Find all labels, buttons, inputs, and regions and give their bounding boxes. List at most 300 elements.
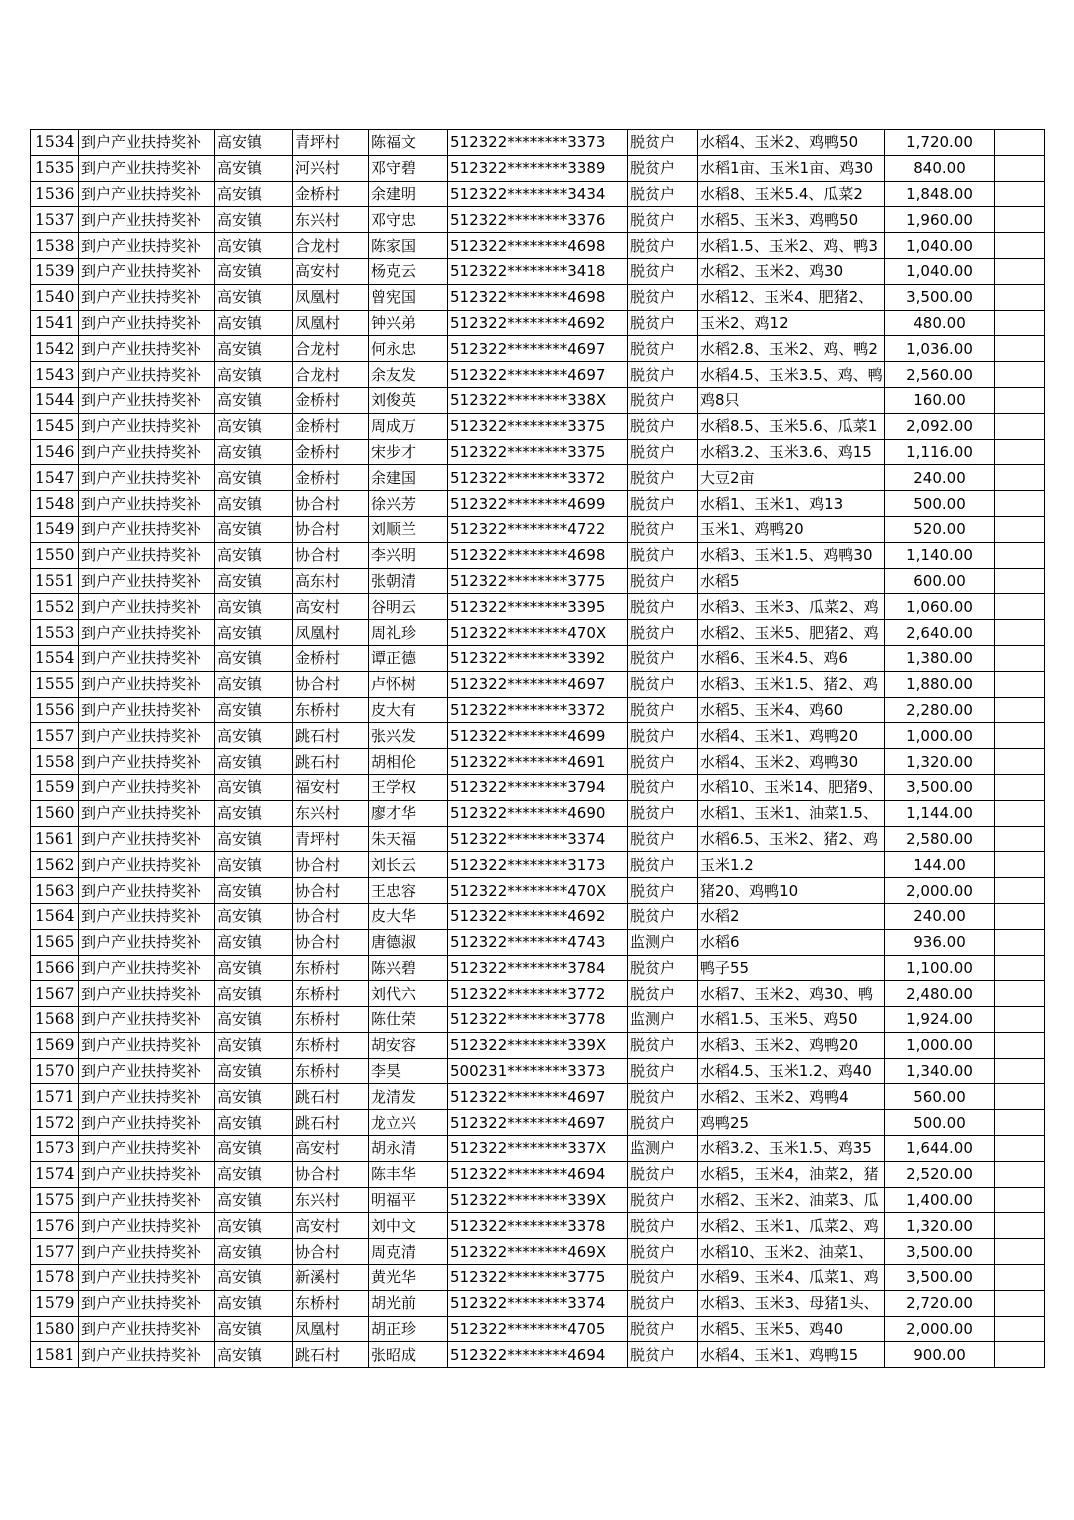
row-index-cell: 1534 <box>31 130 79 156</box>
row-index-cell: 1558 <box>31 749 79 775</box>
id-number-cell: 512322********3772 <box>448 981 628 1007</box>
industry-detail-cell: 玉米1、鸡鸭20 <box>698 516 885 542</box>
household-type-cell: 脱贫户 <box>628 1239 698 1265</box>
village-cell: 东桥村 <box>293 955 369 981</box>
town-cell: 高安镇 <box>215 413 293 439</box>
village-cell: 金桥村 <box>293 645 369 671</box>
row-index-cell: 1551 <box>31 568 79 594</box>
industry-detail-cell: 水稻3、玉米3、母猪1头、 <box>698 1290 885 1316</box>
village-cell: 合龙村 <box>293 336 369 362</box>
industry-detail-cell: 水稻1.5、玉米2、鸡、鸭3 <box>698 233 885 259</box>
person-name-cell: 余建国 <box>369 465 448 491</box>
town-cell: 高安镇 <box>215 1187 293 1213</box>
village-cell: 协合村 <box>293 1161 369 1187</box>
household-type-cell: 脱贫户 <box>628 903 698 929</box>
industry-detail-cell: 水稻8、玉米5.4、瓜菜2 <box>698 181 885 207</box>
household-type-cell: 脱贫户 <box>628 620 698 646</box>
village-cell: 凤凰村 <box>293 284 369 310</box>
table-row <box>31 491 1045 517</box>
village-cell: 协合村 <box>293 671 369 697</box>
amount-cell: 2,640.00 <box>885 620 995 646</box>
id-number-cell: 512322********4692 <box>448 310 628 336</box>
project-name-cell: 到户产业扶持奖补 <box>79 1110 215 1136</box>
industry-detail-cell: 猪20、鸡鸭10 <box>698 878 885 904</box>
person-name-cell: 陈兴碧 <box>369 955 448 981</box>
household-type-cell: 监测户 <box>628 1136 698 1162</box>
town-cell: 高安镇 <box>215 568 293 594</box>
table-row <box>31 568 1045 594</box>
household-type-cell: 脱贫户 <box>628 1187 698 1213</box>
village-cell: 金桥村 <box>293 439 369 465</box>
industry-detail-cell: 水稻2、玉米1、瓜菜2、鸡 <box>698 1213 885 1239</box>
industry-detail-cell: 水稻3、玉米3、瓜菜2、鸡 <box>698 594 885 620</box>
household-type-cell: 脱贫户 <box>628 955 698 981</box>
table-row <box>31 1110 1045 1136</box>
blank-cell <box>995 155 1045 181</box>
amount-cell: 1,340.00 <box>885 1058 995 1084</box>
person-name-cell: 刘俊英 <box>369 387 448 413</box>
amount-cell: 1,644.00 <box>885 1136 995 1162</box>
table-row <box>31 130 1045 156</box>
town-cell: 高安镇 <box>215 1213 293 1239</box>
row-index-cell: 1539 <box>31 258 79 284</box>
table-row <box>31 1161 1045 1187</box>
village-cell: 高东村 <box>293 568 369 594</box>
project-name-cell: 到户产业扶持奖补 <box>79 1265 215 1291</box>
person-name-cell: 陈仕荣 <box>369 1007 448 1033</box>
project-name-cell: 到户产业扶持奖补 <box>79 155 215 181</box>
amount-cell: 3,500.00 <box>885 1265 995 1291</box>
id-number-cell: 512322********4697 <box>448 336 628 362</box>
blank-cell <box>995 284 1045 310</box>
amount-cell: 2,280.00 <box>885 697 995 723</box>
town-cell: 高安镇 <box>215 1290 293 1316</box>
household-type-cell: 脱贫户 <box>628 362 698 388</box>
row-index-cell: 1541 <box>31 310 79 336</box>
household-type-cell: 脱贫户 <box>628 310 698 336</box>
project-name-cell: 到户产业扶持奖补 <box>79 336 215 362</box>
id-number-cell: 512322********469X <box>448 1239 628 1265</box>
person-name-cell: 徐兴芳 <box>369 491 448 517</box>
table-body <box>31 130 1045 1368</box>
household-type-cell: 脱贫户 <box>628 774 698 800</box>
person-name-cell: 陈福文 <box>369 130 448 156</box>
row-index-cell: 1568 <box>31 1007 79 1033</box>
person-name-cell: 唐德淑 <box>369 929 448 955</box>
project-name-cell: 到户产业扶持奖补 <box>79 1058 215 1084</box>
blank-cell <box>995 903 1045 929</box>
id-number-cell: 512322********337X <box>448 1136 628 1162</box>
table-row <box>31 181 1045 207</box>
project-name-cell: 到户产业扶持奖补 <box>79 1342 215 1368</box>
row-index-cell: 1581 <box>31 1342 79 1368</box>
amount-cell: 1,880.00 <box>885 671 995 697</box>
person-name-cell: 黄光华 <box>369 1265 448 1291</box>
industry-detail-cell: 水稻12、玉米4、肥猪2、 <box>698 284 885 310</box>
person-name-cell: 明福平 <box>369 1187 448 1213</box>
id-number-cell: 512322********3389 <box>448 155 628 181</box>
industry-detail-cell: 水稻3.2、玉米1.5、鸡35 <box>698 1136 885 1162</box>
blank-cell <box>995 1187 1045 1213</box>
industry-detail-cell: 鸭子55 <box>698 955 885 981</box>
blank-cell <box>995 1342 1045 1368</box>
table-row <box>31 955 1045 981</box>
project-name-cell: 到户产业扶持奖补 <box>79 258 215 284</box>
id-number-cell: 512322********3374 <box>448 826 628 852</box>
town-cell: 高安镇 <box>215 387 293 413</box>
household-type-cell: 脱贫户 <box>628 1290 698 1316</box>
town-cell: 高安镇 <box>215 1342 293 1368</box>
id-number-cell: 512322********338X <box>448 387 628 413</box>
village-cell: 凤凰村 <box>293 1316 369 1342</box>
row-index-cell: 1554 <box>31 645 79 671</box>
id-number-cell: 512322********3376 <box>448 207 628 233</box>
table-row <box>31 800 1045 826</box>
industry-detail-cell: 水稻1亩、玉米1亩、鸡30 <box>698 155 885 181</box>
village-cell: 协合村 <box>293 1239 369 1265</box>
village-cell: 东兴村 <box>293 207 369 233</box>
table-row <box>31 878 1045 904</box>
village-cell: 金桥村 <box>293 181 369 207</box>
village-cell: 金桥村 <box>293 413 369 439</box>
amount-cell: 240.00 <box>885 465 995 491</box>
amount-cell: 160.00 <box>885 387 995 413</box>
household-type-cell: 脱贫户 <box>628 568 698 594</box>
project-name-cell: 到户产业扶持奖补 <box>79 130 215 156</box>
id-number-cell: 512322********3378 <box>448 1213 628 1239</box>
table-row <box>31 1213 1045 1239</box>
person-name-cell: 胡相伦 <box>369 749 448 775</box>
person-name-cell: 皮大有 <box>369 697 448 723</box>
person-name-cell: 邓守忠 <box>369 207 448 233</box>
town-cell: 高安镇 <box>215 723 293 749</box>
person-name-cell: 曾宪国 <box>369 284 448 310</box>
row-index-cell: 1579 <box>31 1290 79 1316</box>
project-name-cell: 到户产业扶持奖补 <box>79 645 215 671</box>
household-type-cell: 脱贫户 <box>628 594 698 620</box>
town-cell: 高安镇 <box>215 981 293 1007</box>
town-cell: 高安镇 <box>215 1058 293 1084</box>
village-cell: 高安村 <box>293 258 369 284</box>
amount-cell: 1,060.00 <box>885 594 995 620</box>
blank-cell <box>995 1265 1045 1291</box>
table-row <box>31 1136 1045 1162</box>
project-name-cell: 到户产业扶持奖补 <box>79 1316 215 1342</box>
table-row <box>31 1058 1045 1084</box>
table-row <box>31 620 1045 646</box>
industry-detail-cell: 水稻10、玉米14、肥猪9、 <box>698 774 885 800</box>
project-name-cell: 到户产业扶持奖补 <box>79 568 215 594</box>
household-type-cell: 脱贫户 <box>628 826 698 852</box>
project-name-cell: 到户产业扶持奖补 <box>79 1239 215 1265</box>
project-name-cell: 到户产业扶持奖补 <box>79 800 215 826</box>
project-name-cell: 到户产业扶持奖补 <box>79 1213 215 1239</box>
table-row <box>31 258 1045 284</box>
household-type-cell: 脱贫户 <box>628 516 698 542</box>
household-type-cell: 脱贫户 <box>628 800 698 826</box>
village-cell: 凤凰村 <box>293 310 369 336</box>
table-row <box>31 284 1045 310</box>
amount-cell: 2,720.00 <box>885 1290 995 1316</box>
amount-cell: 1,924.00 <box>885 1007 995 1033</box>
person-name-cell: 钟兴弟 <box>369 310 448 336</box>
village-cell: 新溪村 <box>293 1265 369 1291</box>
table-row <box>31 852 1045 878</box>
person-name-cell: 李兴明 <box>369 542 448 568</box>
person-name-cell: 胡永清 <box>369 1136 448 1162</box>
project-name-cell: 到户产业扶持奖补 <box>79 491 215 517</box>
person-name-cell: 皮大华 <box>369 903 448 929</box>
subsidy-table <box>30 129 1045 1368</box>
village-cell: 高安村 <box>293 1136 369 1162</box>
amount-cell: 2,000.00 <box>885 1316 995 1342</box>
blank-cell <box>995 723 1045 749</box>
household-type-cell: 脱贫户 <box>628 181 698 207</box>
project-name-cell: 到户产业扶持奖补 <box>79 439 215 465</box>
amount-cell: 1,380.00 <box>885 645 995 671</box>
town-cell: 高安镇 <box>215 336 293 362</box>
id-number-cell: 500231********3373 <box>448 1058 628 1084</box>
id-number-cell: 512322********3778 <box>448 1007 628 1033</box>
household-type-cell: 脱贫户 <box>628 284 698 310</box>
blank-cell <box>995 362 1045 388</box>
amount-cell: 1,140.00 <box>885 542 995 568</box>
industry-detail-cell: 水稻4、玉米2、鸡鸭30 <box>698 749 885 775</box>
project-name-cell: 到户产业扶持奖补 <box>79 1084 215 1110</box>
row-index-cell: 1537 <box>31 207 79 233</box>
table-row <box>31 981 1045 1007</box>
table-row <box>31 671 1045 697</box>
industry-detail-cell: 水稻2、玉米2、鸡鸭4 <box>698 1084 885 1110</box>
household-type-cell: 脱贫户 <box>628 1084 698 1110</box>
industry-detail-cell: 水稻8.5、玉米5.6、瓜菜1 <box>698 413 885 439</box>
table-row <box>31 465 1045 491</box>
table-row <box>31 749 1045 775</box>
person-name-cell: 刘代六 <box>369 981 448 1007</box>
village-cell: 协合村 <box>293 516 369 542</box>
id-number-cell: 512322********4694 <box>448 1342 628 1368</box>
project-name-cell: 到户产业扶持奖补 <box>79 981 215 1007</box>
blank-cell <box>995 413 1045 439</box>
amount-cell: 840.00 <box>885 155 995 181</box>
project-name-cell: 到户产业扶持奖补 <box>79 749 215 775</box>
amount-cell: 1,000.00 <box>885 723 995 749</box>
id-number-cell: 512322********4699 <box>448 491 628 517</box>
id-number-cell: 512322********4692 <box>448 903 628 929</box>
row-index-cell: 1580 <box>31 1316 79 1342</box>
table-row <box>31 233 1045 259</box>
town-cell: 高安镇 <box>215 284 293 310</box>
village-cell: 东兴村 <box>293 1187 369 1213</box>
village-cell: 跳石村 <box>293 749 369 775</box>
blank-cell <box>995 981 1045 1007</box>
project-name-cell: 到户产业扶持奖补 <box>79 1161 215 1187</box>
amount-cell: 560.00 <box>885 1084 995 1110</box>
industry-detail-cell: 水稻3、玉米1.5、猪2、鸡 <box>698 671 885 697</box>
project-name-cell: 到户产业扶持奖补 <box>79 852 215 878</box>
town-cell: 高安镇 <box>215 233 293 259</box>
blank-cell <box>995 620 1045 646</box>
id-number-cell: 512322********3372 <box>448 697 628 723</box>
person-name-cell: 张朝清 <box>369 568 448 594</box>
row-index-cell: 1574 <box>31 1161 79 1187</box>
household-type-cell: 脱贫户 <box>628 1342 698 1368</box>
id-number-cell: 512322********4699 <box>448 723 628 749</box>
amount-cell: 2,000.00 <box>885 878 995 904</box>
person-name-cell: 卢怀树 <box>369 671 448 697</box>
blank-cell <box>995 1058 1045 1084</box>
project-name-cell: 到户产业扶持奖补 <box>79 1136 215 1162</box>
village-cell: 协合村 <box>293 878 369 904</box>
row-index-cell: 1545 <box>31 413 79 439</box>
person-name-cell: 王学权 <box>369 774 448 800</box>
town-cell: 高安镇 <box>215 697 293 723</box>
town-cell: 高安镇 <box>215 1136 293 1162</box>
person-name-cell: 胡光前 <box>369 1290 448 1316</box>
household-type-cell: 脱贫户 <box>628 1265 698 1291</box>
village-cell: 跳石村 <box>293 723 369 749</box>
id-number-cell: 512322********3374 <box>448 1290 628 1316</box>
village-cell: 协合村 <box>293 542 369 568</box>
industry-detail-cell: 水稻1.5、玉米5、鸡50 <box>698 1007 885 1033</box>
row-index-cell: 1563 <box>31 878 79 904</box>
table-row <box>31 362 1045 388</box>
amount-cell: 1,040.00 <box>885 233 995 259</box>
amount-cell: 500.00 <box>885 491 995 517</box>
table-row <box>31 594 1045 620</box>
blank-cell <box>995 1110 1045 1136</box>
blank-cell <box>995 1213 1045 1239</box>
person-name-cell: 廖才华 <box>369 800 448 826</box>
industry-detail-cell: 水稻1、玉米1、油菜1.5、 <box>698 800 885 826</box>
blank-cell <box>995 1316 1045 1342</box>
household-type-cell: 脱贫户 <box>628 465 698 491</box>
table-row <box>31 439 1045 465</box>
amount-cell: 936.00 <box>885 929 995 955</box>
industry-detail-cell: 水稻2.8、玉米2、鸡、鸭2 <box>698 336 885 362</box>
row-index-cell: 1555 <box>31 671 79 697</box>
row-index-cell: 1566 <box>31 955 79 981</box>
row-index-cell: 1565 <box>31 929 79 955</box>
industry-detail-cell: 水稻3、玉米2、鸡鸭20 <box>698 1032 885 1058</box>
amount-cell: 1,116.00 <box>885 439 995 465</box>
household-type-cell: 脱贫户 <box>628 1058 698 1084</box>
row-index-cell: 1548 <box>31 491 79 517</box>
industry-detail-cell: 鸡鸭25 <box>698 1110 885 1136</box>
id-number-cell: 512322********4698 <box>448 284 628 310</box>
industry-detail-cell: 水稻6、玉米4.5、鸡6 <box>698 645 885 671</box>
amount-cell: 3,500.00 <box>885 1239 995 1265</box>
id-number-cell: 512322********3173 <box>448 852 628 878</box>
row-index-cell: 1573 <box>31 1136 79 1162</box>
blank-cell <box>995 310 1045 336</box>
village-cell: 协合村 <box>293 852 369 878</box>
town-cell: 高安镇 <box>215 800 293 826</box>
household-type-cell: 脱贫户 <box>628 387 698 413</box>
row-index-cell: 1549 <box>31 516 79 542</box>
village-cell: 合龙村 <box>293 362 369 388</box>
amount-cell: 1,320.00 <box>885 749 995 775</box>
person-name-cell: 宋步才 <box>369 439 448 465</box>
amount-cell: 520.00 <box>885 516 995 542</box>
row-index-cell: 1577 <box>31 1239 79 1265</box>
industry-detail-cell: 水稻3.2、玉米3.6、鸡15 <box>698 439 885 465</box>
amount-cell: 1,000.00 <box>885 1032 995 1058</box>
village-cell: 东桥村 <box>293 697 369 723</box>
town-cell: 高安镇 <box>215 1032 293 1058</box>
amount-cell: 500.00 <box>885 1110 995 1136</box>
amount-cell: 1,848.00 <box>885 181 995 207</box>
town-cell: 高安镇 <box>215 671 293 697</box>
row-index-cell: 1564 <box>31 903 79 929</box>
row-index-cell: 1542 <box>31 336 79 362</box>
project-name-cell: 到户产业扶持奖补 <box>79 413 215 439</box>
blank-cell <box>995 1239 1045 1265</box>
project-name-cell: 到户产业扶持奖补 <box>79 594 215 620</box>
id-number-cell: 512322********3395 <box>448 594 628 620</box>
row-index-cell: 1567 <box>31 981 79 1007</box>
person-name-cell: 刘顺兰 <box>369 516 448 542</box>
person-name-cell: 龙立兴 <box>369 1110 448 1136</box>
project-name-cell: 到户产业扶持奖补 <box>79 697 215 723</box>
industry-detail-cell: 水稻6.5、玉米2、猪2、鸡 <box>698 826 885 852</box>
row-index-cell: 1547 <box>31 465 79 491</box>
village-cell: 金桥村 <box>293 387 369 413</box>
household-type-cell: 脱贫户 <box>628 439 698 465</box>
industry-detail-cell: 水稻5、玉米4、鸡60 <box>698 697 885 723</box>
industry-detail-cell: 水稻5、玉米3、鸡鸭50 <box>698 207 885 233</box>
town-cell: 高安镇 <box>215 1084 293 1110</box>
id-number-cell: 512322********4697 <box>448 362 628 388</box>
village-cell: 河兴村 <box>293 155 369 181</box>
village-cell: 跳石村 <box>293 1110 369 1136</box>
household-type-cell: 脱贫户 <box>628 749 698 775</box>
table-row <box>31 1187 1045 1213</box>
person-name-cell: 邓守碧 <box>369 155 448 181</box>
household-type-cell: 脱贫户 <box>628 645 698 671</box>
town-cell: 高安镇 <box>215 620 293 646</box>
person-name-cell: 周礼珍 <box>369 620 448 646</box>
row-index-cell: 1570 <box>31 1058 79 1084</box>
person-name-cell: 谷明云 <box>369 594 448 620</box>
table-row <box>31 1342 1045 1368</box>
person-name-cell: 张兴发 <box>369 723 448 749</box>
project-name-cell: 到户产业扶持奖补 <box>79 774 215 800</box>
amount-cell: 2,092.00 <box>885 413 995 439</box>
town-cell: 高安镇 <box>215 903 293 929</box>
household-type-cell: 脱贫户 <box>628 671 698 697</box>
blank-cell <box>995 1161 1045 1187</box>
industry-detail-cell: 水稻2、玉米2、鸡30 <box>698 258 885 284</box>
project-name-cell: 到户产业扶持奖补 <box>79 878 215 904</box>
id-number-cell: 512322********470X <box>448 878 628 904</box>
table-row <box>31 1265 1045 1291</box>
person-name-cell: 杨克云 <box>369 258 448 284</box>
project-name-cell: 到户产业扶持奖补 <box>79 671 215 697</box>
blank-cell <box>995 749 1045 775</box>
id-number-cell: 512322********3434 <box>448 181 628 207</box>
household-type-cell: 脱贫户 <box>628 155 698 181</box>
id-number-cell: 512322********3375 <box>448 413 628 439</box>
row-index-cell: 1561 <box>31 826 79 852</box>
row-index-cell: 1540 <box>31 284 79 310</box>
project-name-cell: 到户产业扶持奖补 <box>79 620 215 646</box>
household-type-cell: 脱贫户 <box>628 1032 698 1058</box>
village-cell: 合龙村 <box>293 233 369 259</box>
amount-cell: 3,500.00 <box>885 774 995 800</box>
industry-detail-cell: 玉米2、鸡12 <box>698 310 885 336</box>
town-cell: 高安镇 <box>215 1239 293 1265</box>
